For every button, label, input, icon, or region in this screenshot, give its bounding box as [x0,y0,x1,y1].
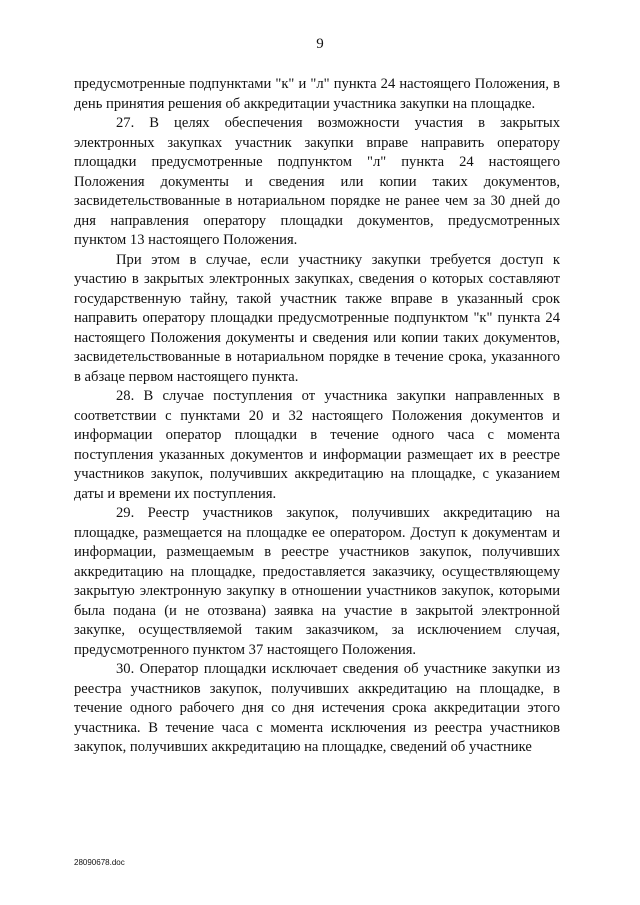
paragraph-continuation: предусмотренные подпунктами "к" и "л" пункта 24 настоящего Положения, в день принятия решения об аккредитации участника закупки на площадке. [74,76,560,112]
document-filename: 28090678.doc [74,858,125,867]
paragraph-30: 30. Оператор площадки исключает сведения об участнике закупки из реестра участников закупок, получивших аккредитацию на площадке, в течение одного рабочего дня со дня истечения срока аккредитации этого участника. В течение часа с момента исключения из реестра участников закупок, получивших аккредитацию на площадке, сведений об участнике [74,661,560,755]
paragraph-29: 29. Реестр участников закупок, получивших аккредитацию на площадке, размещается на площадке ее оператором. Доступ к документам и информации, размещаемым в реестре участников закупок, получивших аккредитацию на площадке, предоставляется заказчику, осуществляющему закрытую электронную закупку в отношении участников закупок, которыми была подана (и не отозвана) заявка на участие в закрытой электронной закупке, осуществляемой таким заказчиком, за исключением случая, предусмотренного пунктом 37 настоящего Положения. [74,505,560,658]
paragraph-27: 27. В целях обеспечения возможности участия в закрытых электронных закупках участник закупки вправе направить оператору площадки предусмотренные подпунктом "л" пункта 24 настоящего Положения документы и сведения или копии таких документов, засвидетельствованные в нотариальном порядке не ранее чем за 30 дней до дня направления оператору площадки документов, предусмотренных пунктом 13 настоящего Положения. [74,115,560,248]
document-body [74,75,560,758]
paragraph-27-second: При этом в случае, если участнику закупки требуется доступ к участию в закрытых электронных закупках, сведения о которых составляют государственную тайну, такой участник также вправе в указанный срок направить оператору площадки предусмотренные подпунктом "к" пункта 24 настоящего Положения документы и сведения или копии таких документов, засвидетельствованные в нотариальном порядке в течение срока, указанного в абзаце первом настоящего пункта. [74,251,560,385]
paragraph-28: 28. В случае поступления от участника закупки направленных в соответствии с пунктами 20 и 32 настоящего Положения документов и информации оператор площадки в течение одного часа с момента поступления указанных документов и информации размещает их в реестре участников закупок, получивших аккредитацию на площадке, с указанием даты и времени их поступления. [74,388,560,502]
page-number: 9 [316,36,324,52]
